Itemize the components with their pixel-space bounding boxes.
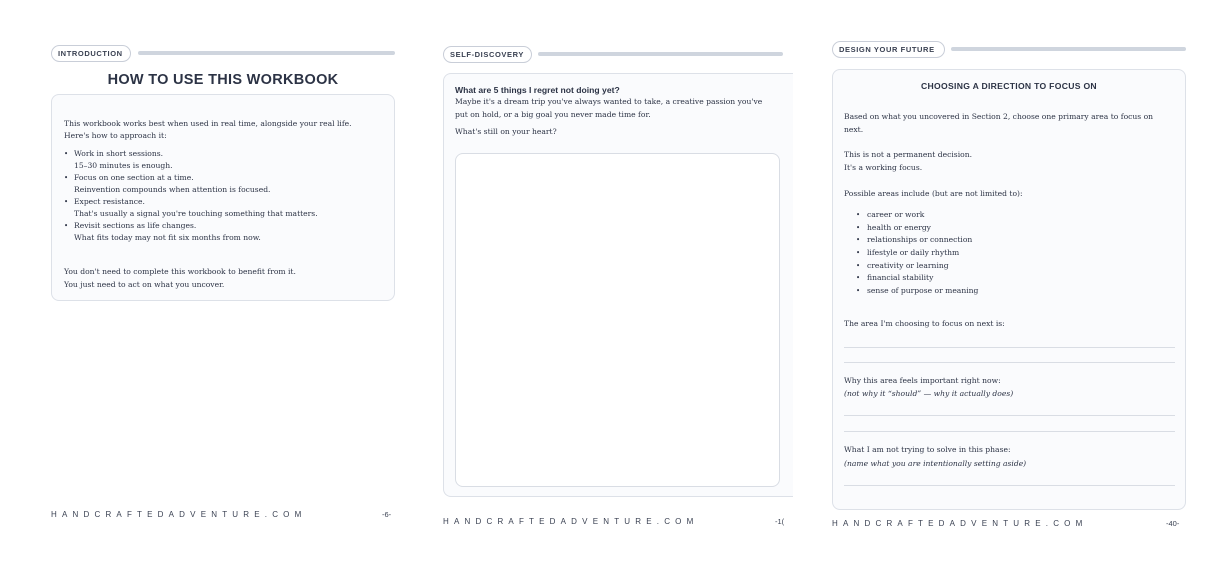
closing-line: You just need to act on what you uncover. [64, 280, 225, 289]
tip-detail: Reinvention compounds when attention is focused. [74, 185, 271, 194]
answer-line[interactable] [844, 347, 1175, 348]
bullet-icon: • [64, 198, 69, 206]
instructions-card [51, 94, 395, 301]
page-number: -6- [382, 510, 392, 519]
note-line: It's a working focus. [844, 163, 923, 172]
area-item: financial stability [867, 273, 934, 282]
bullet-icon: • [64, 222, 69, 230]
area-item: career or work [867, 210, 925, 219]
bullet-icon: • [64, 150, 69, 158]
footer-website: HANDCRAFTEDADVENTURE.COM [51, 510, 307, 519]
tip-detail: That's usually a signal you're touching something that matters. [74, 209, 318, 218]
answer-box[interactable] [455, 153, 780, 487]
tip-title: Work in short sessions. [74, 149, 164, 158]
question-hint: (name what you are intentionally setting aside) [844, 459, 1027, 468]
section-rule [538, 52, 783, 56]
question-card [443, 73, 793, 497]
intro-line: This workbook works best when used in real time, alongside your real life. [64, 119, 352, 128]
page-number: -40- [1166, 519, 1180, 528]
bullet-icon: • [856, 211, 861, 219]
prompt-text: What's still on your heart? [455, 127, 557, 136]
tip-title: Focus on one section at a time. [74, 173, 194, 182]
area-item: sense of purpose or meaning [867, 286, 979, 295]
closing-line: You don't need to complete this workbook to benefit from it. [64, 267, 296, 276]
page-number: -1( [775, 517, 785, 526]
section-tag: INTRODUCTION [51, 45, 131, 62]
areas-label: Possible areas include (but are not limited to): [844, 189, 1023, 198]
tip-detail: What fits today may not fit six months from now. [74, 233, 261, 242]
bullet-icon: • [856, 224, 861, 232]
footer-website: HANDCRAFTEDADVENTURE.COM [832, 519, 1088, 528]
area-item: lifestyle or daily rhythm [867, 248, 960, 257]
bullet-icon: • [856, 249, 861, 257]
intro-line: next. [844, 125, 864, 134]
answer-line[interactable] [844, 431, 1175, 432]
intro-line: Here's how to approach it: [64, 131, 167, 140]
page-title: HOW TO USE THIS WORKBOOK [107, 72, 339, 88]
area-item: health or energy [867, 223, 931, 232]
area-item: creativity or learning [867, 261, 949, 270]
answer-line[interactable] [844, 362, 1175, 363]
area-item: relationships or connection [867, 235, 973, 244]
bullet-icon: • [64, 174, 69, 182]
direction-card [832, 69, 1186, 510]
section-rule [951, 47, 1186, 51]
question-why-important: Why this area feels important right now: [844, 376, 1001, 385]
note-line: This is not a permanent decision. [844, 150, 972, 159]
section-tag: SELF-DISCOVERY [443, 46, 532, 63]
section-tag: DESIGN YOUR FUTURE [832, 41, 945, 58]
description-line: put on hold, or a big goal you never made time for. [455, 110, 651, 119]
bullet-icon: • [856, 262, 861, 270]
card-title: CHOOSING A DIRECTION TO FOCUS ON [921, 81, 1097, 91]
answer-line[interactable] [844, 485, 1175, 486]
intro-line: Based on what you uncovered in Section 2, choose one primary area to focus on [844, 112, 1154, 121]
answer-line[interactable] [844, 415, 1175, 416]
footer-website: HANDCRAFTEDADVENTURE.COM [443, 517, 699, 526]
question-not-solving: What I am not trying to solve in this phase: [844, 445, 1011, 454]
question-title: What are 5 things I regret not doing yet? [455, 85, 620, 95]
question-focus-area: The area I'm choosing to focus on next is: [844, 319, 1005, 328]
bullet-icon: • [856, 236, 861, 244]
bullet-icon: • [856, 274, 861, 282]
question-hint: (not why it “should” — why it actually does) [844, 389, 1014, 398]
tip-title: Expect resistance. [74, 197, 145, 206]
section-rule [138, 51, 395, 55]
tip-title: Revisit sections as life changes. [74, 221, 197, 230]
description-line: Maybe it's a dream trip you've always wanted to take, a creative passion you've [455, 97, 763, 106]
tip-detail: 15–30 minutes is enough. [74, 161, 173, 170]
bullet-icon: • [856, 287, 861, 295]
